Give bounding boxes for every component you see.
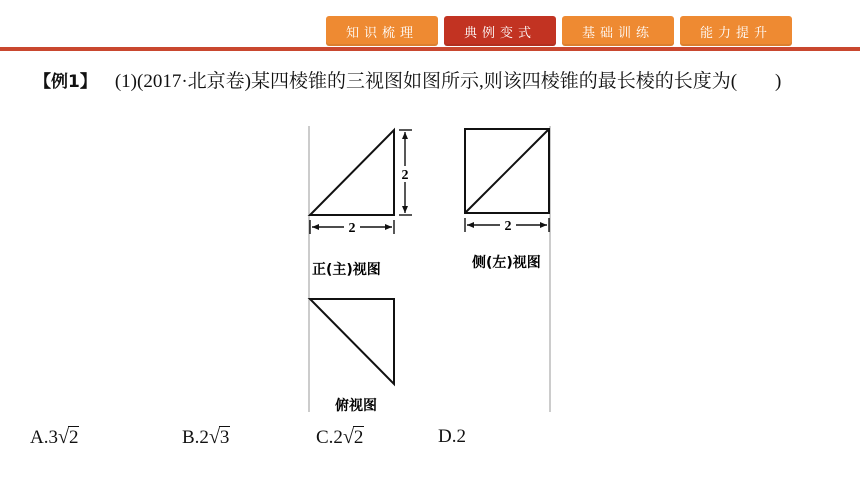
tab-knowledge-review[interactable]: 知识梳理 xyxy=(326,16,438,46)
tab-typical-examples[interactable]: 典例变式 xyxy=(444,16,556,46)
sqrt-symbol: √2 xyxy=(342,426,364,448)
sqrt-symbol: √2 xyxy=(57,426,79,448)
side-dim-bottom-label: 2 xyxy=(504,219,512,234)
front-view-caption: 正(主)视图 xyxy=(312,262,381,278)
sqrt-symbol: √3 xyxy=(208,426,230,448)
option-a[interactable]: A.3√2 xyxy=(30,426,79,448)
top-view-caption: 俯视图 xyxy=(335,398,377,414)
option-b[interactable]: B.2√3 xyxy=(182,426,230,448)
side-view-diagonal xyxy=(465,129,549,213)
side-view-caption: 侧(左)视图 xyxy=(472,255,541,271)
option-c[interactable]: C.2√2 xyxy=(316,426,364,448)
header-divider xyxy=(0,47,860,51)
front-dim-right-label: 2 xyxy=(401,168,409,183)
option-d[interactable]: D.2 xyxy=(438,426,466,447)
question-label: 【例1】 xyxy=(34,72,97,92)
tab-ability-improvement[interactable]: 能力提升 xyxy=(680,16,792,46)
three-view-figure xyxy=(300,124,560,414)
top-view-triangle xyxy=(310,299,394,384)
tab-basic-training[interactable]: 基础训练 xyxy=(562,16,674,46)
front-view-triangle xyxy=(310,130,394,215)
question-body: (1)(2017·北京卷)某四棱锥的三视图如图所示,则该四棱锥的最长棱的长度为( ) xyxy=(114,71,782,92)
front-dim-bottom-label: 2 xyxy=(348,221,356,236)
question-text xyxy=(34,66,834,98)
section-nav xyxy=(326,16,792,46)
